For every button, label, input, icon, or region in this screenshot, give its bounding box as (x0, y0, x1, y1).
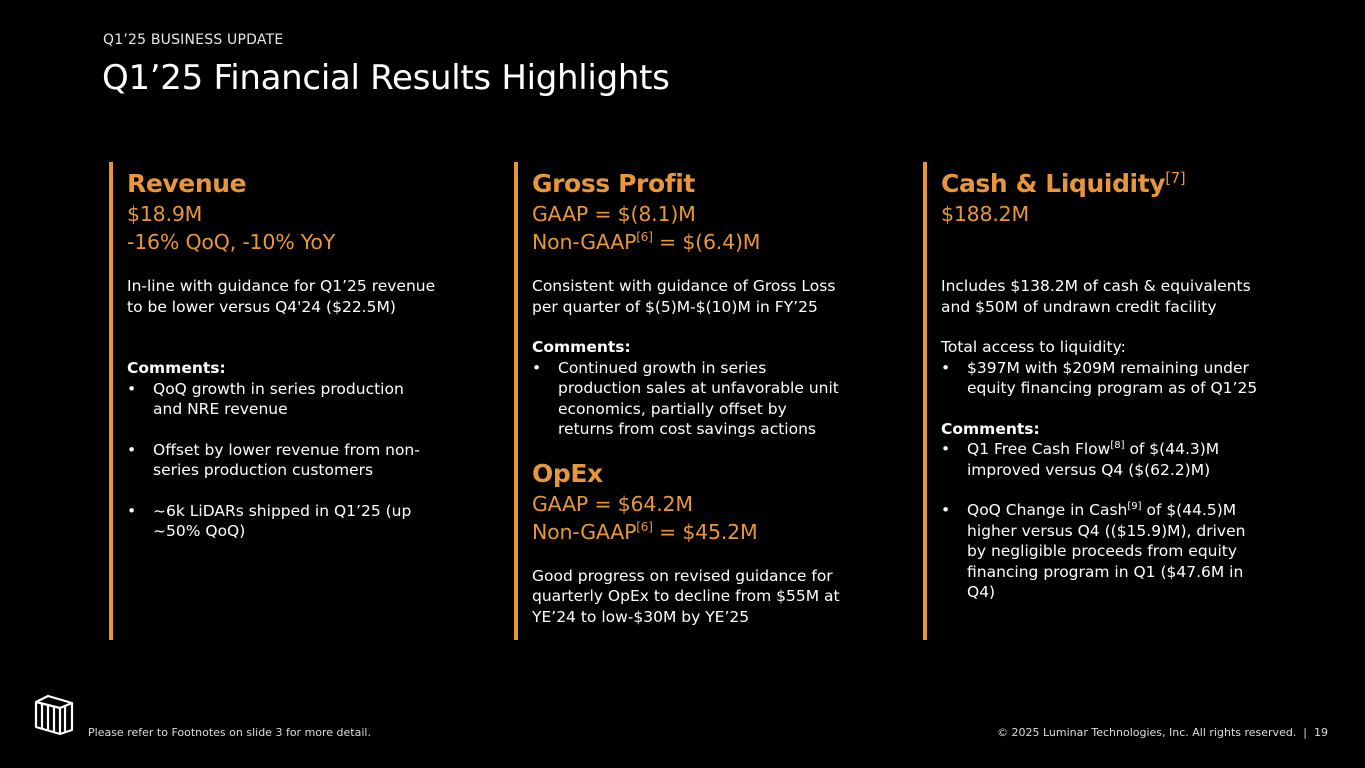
gross-profit-heading: Gross Profit (532, 169, 695, 198)
opex-gaap: GAAP = $64.2M (532, 491, 693, 516)
gross-profit-comments-label: Comments: (532, 338, 631, 356)
list-item: • QoQ Change in Cash[9] of $(44.5)M higher versus Q4 (($15.9)M), driven by negligible proceeds from equity financing program in Q1 ($47.6M in Q4) (941, 501, 1246, 601)
list-item: • Offset by lower revenue from non- series production customers (127, 440, 420, 479)
page-title: Q1’25 Financial Results Highlights (102, 58, 670, 98)
opex-description: Good progress on revised guidance for quarterly OpEx to decline from $55M at YE’24 to low-$30M by YE’25 (532, 566, 840, 626)
cash-column (923, 162, 1303, 640)
gross-profit-gaap: GAAP = $(8.1)M (532, 202, 696, 226)
revenue-comments-label: Comments: (127, 359, 226, 377)
revenue-change: -16% QoQ, -10% YoY (127, 230, 336, 254)
cash-heading: Cash & Liquidity[7] (941, 169, 1186, 198)
cash-access-label: Total access to liquidity: (941, 338, 1126, 356)
copyright-page-number: © 2025 Luminar Technologies, Inc. All rights reserved. | 19 (996, 726, 1328, 739)
luminar-cube-logo-icon (34, 692, 74, 736)
cash-value: $188.2M (941, 202, 1030, 226)
opex-heading: OpEx (532, 458, 603, 488)
cash-description: Includes $138.2M of cash & equivalents and $50M of undrawn credit facility (941, 277, 1251, 316)
revenue-description: In-line with guidance for Q1’25 revenue to be lower versus Q4'24 ($22.5M) (127, 277, 436, 316)
opex-nongaap: Non-GAAP[6] = $45.2M (532, 519, 758, 544)
revenue-value: $18.9M (127, 202, 203, 226)
list-item: • Q1 Free Cash Flow[8] of $(44.3)M improved versus Q4 ($(62.2)M) (941, 440, 1220, 479)
footnote-reference: Please refer to Footnotes on slide 3 for more detail. (88, 726, 371, 739)
cash-comments-label: Comments: (941, 419, 1040, 438)
list-item: • QoQ growth in series production and NRE revenue (127, 379, 404, 418)
gross-profit-nongaap: Non-GAAP[6] = $(6.4)M (532, 230, 761, 254)
gross-profit-description: Consistent with guidance of Gross Loss per quarter of $(5)M-$(10)M in FY’25 (532, 277, 836, 316)
revenue-column (109, 162, 479, 640)
gross-profit-column (514, 162, 894, 640)
list-item: • $397M with $209M remaining under equity financing program as of Q1’25 (941, 358, 1258, 397)
list-item: • ~6k LiDARs shipped in Q1’25 (up ~50% QoQ) (127, 501, 412, 540)
list-item: • Continued growth in series production sales at unfavorable unit economics, partially offset by returns from cost savings actions (532, 358, 839, 438)
eyebrow-label: Q1’25 BUSINESS UPDATE (103, 32, 284, 48)
revenue-heading: Revenue (127, 169, 247, 198)
